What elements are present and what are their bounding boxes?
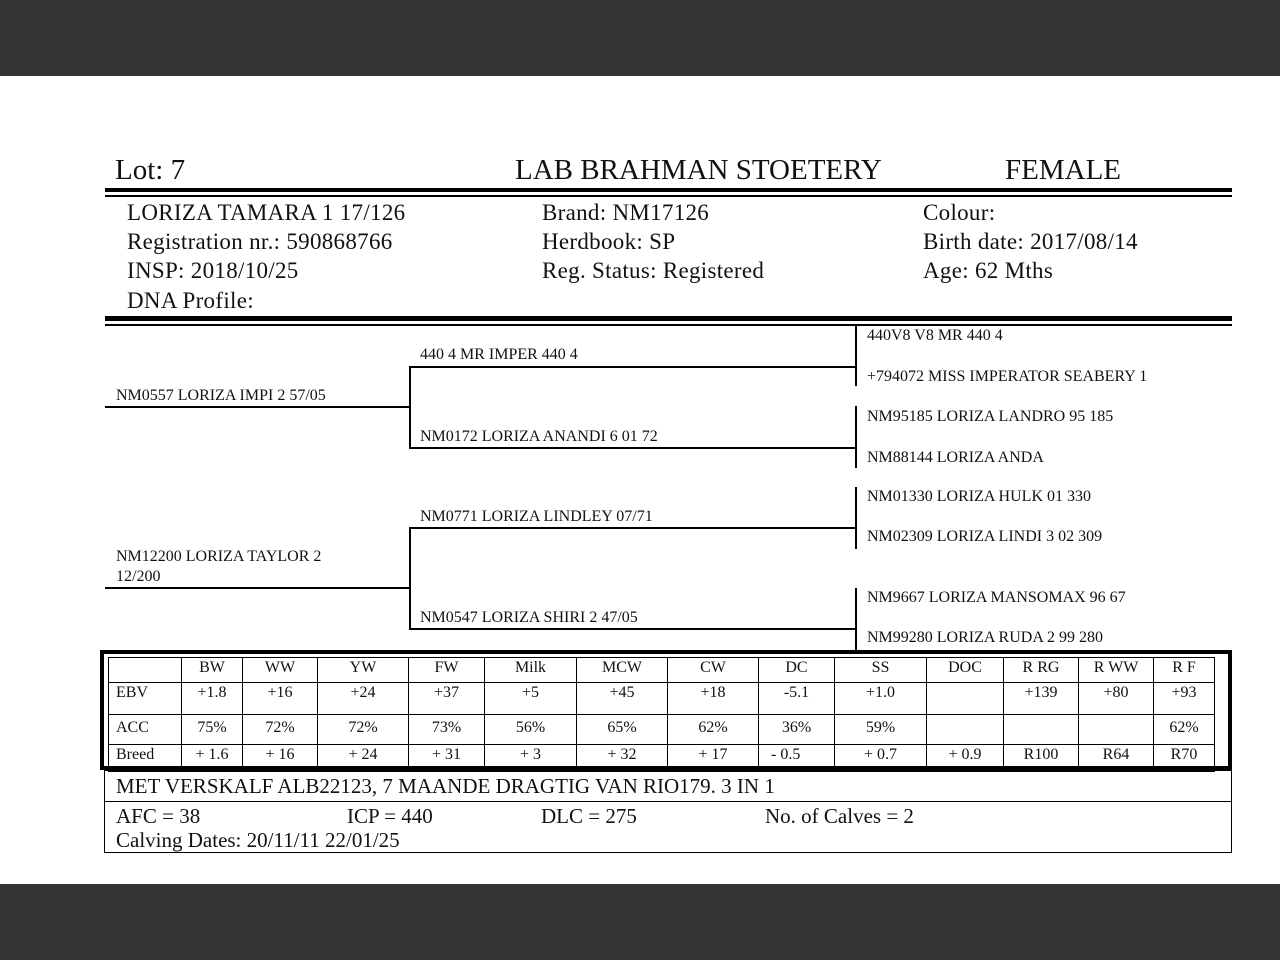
registration-number: Registration nr.: 590868766 [127,229,393,254]
sire-dam-line [409,447,856,449]
acc-cell [927,715,1004,745]
dam-name: NM12200 LORIZA TAYLOR 2 [116,548,322,565]
acc-cell: 75% [182,715,243,745]
ebv-header-cell: MCW [577,658,668,683]
breed-cell: + 0.7 [835,745,927,772]
gg-name-6: NM02309 LORIZA LINDI 3 02 309 [867,528,1103,545]
ebv-header-cell: SS [835,658,927,683]
sex-label: FEMALE [1005,154,1121,186]
ebv-cell: +1.8 [182,683,243,715]
breed-cell: + 24 [318,745,409,772]
ebv-header-cell: YW [318,658,409,683]
ebv-cell: -5.1 [759,683,835,715]
sire-dam-name: NM0172 LORIZA ANANDI 6 01 72 [420,428,658,445]
comment-text: MET VERSKALF ALB22123, 7 MAANDE DRAGTIG VAN RIO179. 3 IN 1 [116,774,775,798]
ebv-header-cell: Milk [485,658,577,683]
ebv-cell: +93 [1154,683,1215,715]
acc-cell: 36% [759,715,835,745]
birth-date: Birth date: 2017/08/14 [923,229,1138,254]
dam-bracket [409,527,411,628]
breed-cell: - 0.5 [759,745,835,772]
reg-status: Reg. Status: Registered [542,258,765,283]
breed-cell: R70 [1154,745,1215,772]
gg-name-2: +794072 MISS IMPERATOR SEABERY 1 [867,368,1148,385]
herdbook: Herdbook: SP [542,229,676,254]
afc-value: AFC = 38 [116,804,201,828]
ebv-header-cell: DOC [927,658,1004,683]
breed-cell: R64 [1079,745,1154,772]
acc-cell: 62% [668,715,759,745]
gg-name-1: 440V8 V8 MR 440 4 [867,327,1003,344]
gg-bracket-4 [855,588,857,650]
ebv-header-cell: R WW [1079,658,1154,683]
acc-cell: 59% [835,715,927,745]
insp-date: INSP: 2018/10/25 [127,258,299,283]
ebv-header-cell: WW [243,658,318,683]
ebv-header-cell [109,658,182,683]
top-dark-bar [0,0,1280,76]
gg-name-4: NM88144 LORIZA ANDA [867,449,1044,466]
dna-profile: DNA Profile: [127,288,254,313]
acc-cell: 72% [243,715,318,745]
gg-name-7: NM9667 LORIZA MANSOMAX 96 67 [867,589,1126,606]
dam-name-line2: 12/200 [116,568,161,585]
ebv-cell: +45 [577,683,668,715]
ebv-row-breed [109,745,1215,772]
animal-name: LORIZA TAMARA 1 17/126 [127,200,406,225]
sire-bracket [409,366,411,447]
dam-sire-line [409,527,856,529]
acc-cell: 65% [577,715,668,745]
icp-value: ICP = 440 [347,804,433,828]
ebv-header-cell: CW [668,658,759,683]
lot-number: Lot: 7 [115,154,186,186]
calves-count: No. of Calves = 2 [765,804,914,828]
gg-bracket-3 [855,487,857,549]
gg-bracket-1 [855,326,857,386]
bottom-dark-bar [0,884,1280,960]
acc-cell [1079,715,1154,745]
acc-cell [1004,715,1079,745]
acc-cell: 62% [1154,715,1215,745]
ebv-header-cell: BW [182,658,243,683]
brand: Brand: NM17126 [542,200,710,225]
ebv-header-cell: R RG [1004,658,1079,683]
sire-name: NM0557 LORIZA IMPI 2 57/05 [116,387,326,404]
ebv-cell: +5 [485,683,577,715]
ebv-row-ebv [109,683,1215,715]
row-label: Breed [109,745,182,772]
dlc-value: DLC = 275 [541,804,637,828]
colour: Colour: [923,200,996,225]
sire-line [105,406,409,408]
dam-line [105,587,409,589]
sire-sire-line [409,366,856,368]
sire-sire-name: 440 4 MR IMPER 440 4 [420,346,578,363]
breed-cell: + 1.6 [182,745,243,772]
acc-cell: 73% [409,715,485,745]
ebv-cell: +18 [668,683,759,715]
breed-cell: + 3 [485,745,577,772]
ebv-cell: +1.0 [835,683,927,715]
ebv-cell: +16 [243,683,318,715]
acc-cell: 56% [485,715,577,745]
breed-cell: R100 [1004,745,1079,772]
breed-cell: + 17 [668,745,759,772]
ebv-table [108,657,1215,772]
breeder-name: LAB BRAHMAN STOETERY [515,154,882,186]
acc-cell: 72% [318,715,409,745]
breed-cell: + 32 [577,745,668,772]
ebv-row-acc [109,715,1215,745]
calving-dates: Calving Dates: 20/11/11 22/01/25 [116,828,400,852]
row-label: ACC [109,715,182,745]
gg-name-8: NM99280 LORIZA RUDA 2 99 280 [867,629,1104,646]
dam-dam-name: NM0547 LORIZA SHIRI 2 47/05 [420,609,638,626]
breed-cell: + 16 [243,745,318,772]
ebv-header-cell: FW [409,658,485,683]
breed-cell: + 0.9 [927,745,1004,772]
gg-name-3: NM95185 LORIZA LANDRO 95 185 [867,408,1114,425]
row-label: EBV [109,683,182,715]
ebv-cell: +24 [318,683,409,715]
info-rule-thick [105,316,1232,321]
ebv-cell: +37 [409,683,485,715]
ebv-cell: +80 [1079,683,1154,715]
ebv-cell [927,683,1004,715]
header-rule-thin [105,195,1232,197]
gg-bracket-2 [855,406,857,468]
dam-sire-name: NM0771 LORIZA LINDLEY 07/71 [420,508,653,525]
gg-name-5: NM01330 LORIZA HULK 01 330 [867,488,1091,505]
breed-cell: + 31 [409,745,485,772]
ebv-cell: +139 [1004,683,1079,715]
age: Age: 62 Mths [923,258,1054,283]
ebv-header-row [109,658,1215,683]
ebv-header-cell: R F [1154,658,1215,683]
dam-dam-line [409,628,856,630]
ebv-header-cell: DC [759,658,835,683]
info-rule-thin [105,324,1232,326]
header-rule-thick [105,188,1232,192]
